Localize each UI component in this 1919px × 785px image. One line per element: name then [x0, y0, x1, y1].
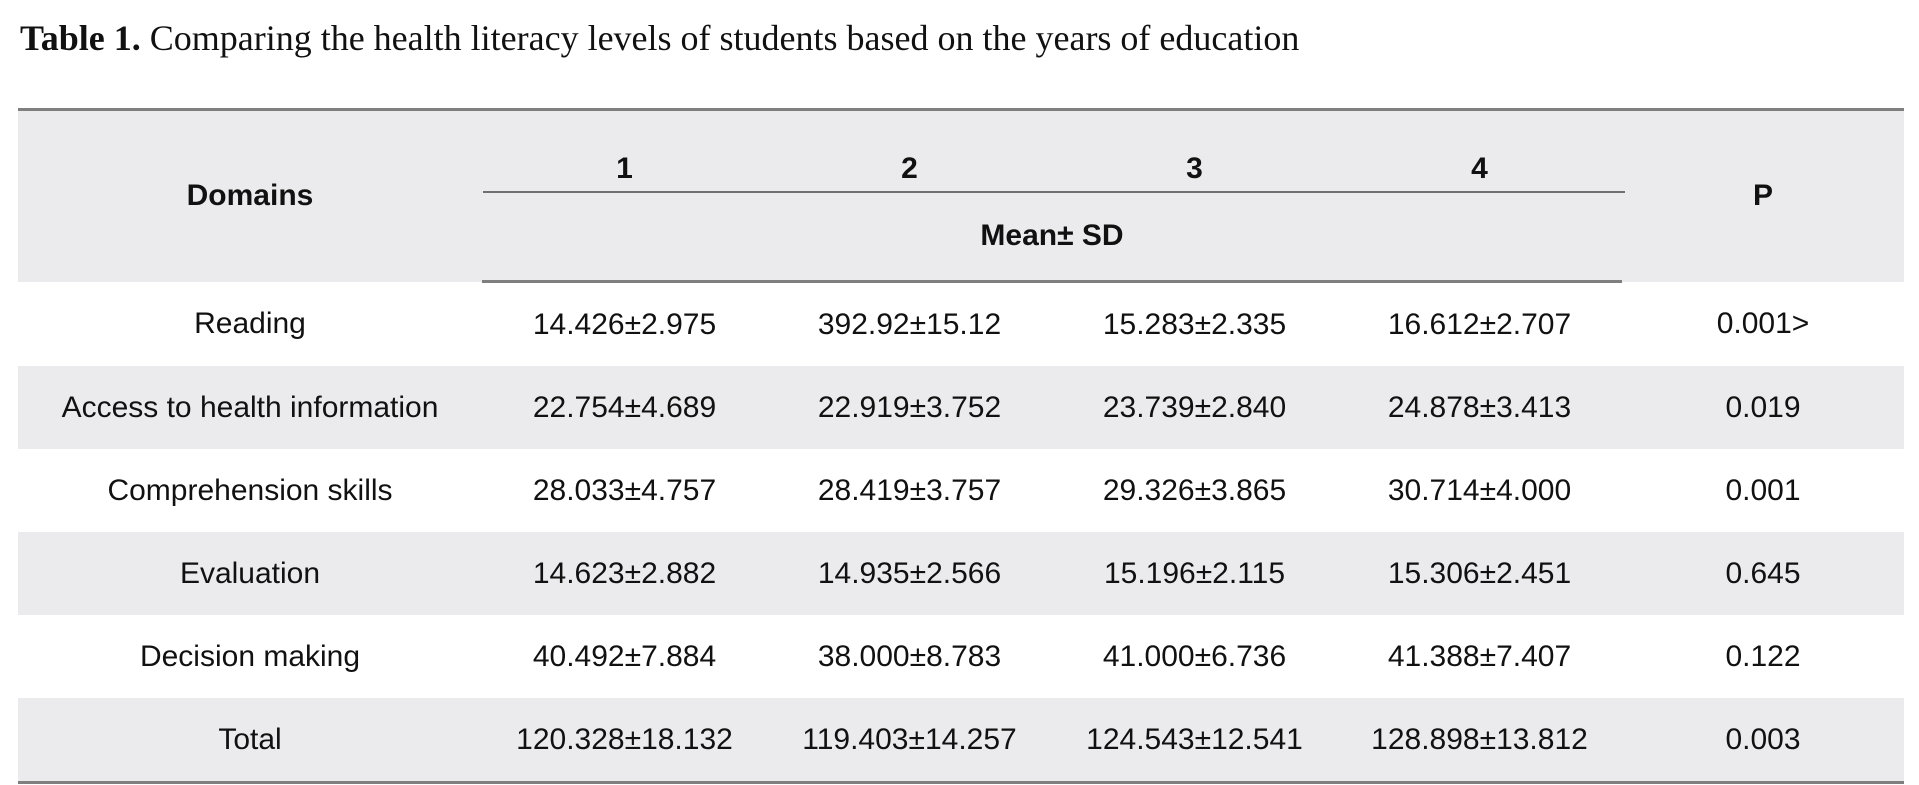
- table-row: [18, 449, 1904, 532]
- table-row: [18, 532, 1904, 615]
- header-p: P: [1622, 110, 1904, 282]
- p-value-cell: 0.003: [1622, 698, 1904, 783]
- value-cell-year-3: 29.326±3.865: [1102, 473, 1287, 507]
- domain-cell: Access to health information: [18, 366, 482, 449]
- health-literacy-table: [18, 108, 1904, 784]
- table-container: [18, 108, 1904, 784]
- table-row: [18, 698, 1904, 783]
- table-row: [18, 282, 1904, 367]
- header-row-years: [18, 110, 1904, 198]
- value-cell-year-3: 15.196±2.115: [1052, 532, 1337, 615]
- value-cell-year-4: 24.878±3.413: [1337, 366, 1622, 449]
- domain-cell: Evaluation: [18, 532, 482, 615]
- value-cell-year-1: 14.426±2.975: [532, 307, 717, 341]
- header-domains: Domains: [18, 110, 482, 282]
- domain-cell: Decision making: [139, 639, 361, 673]
- value-cell-year-1: 40.492±7.884: [532, 639, 717, 673]
- p-value-cell: 0.019: [1622, 366, 1904, 449]
- table-header: [18, 110, 1904, 282]
- value-cell-year-2: 38.000±8.783: [817, 639, 1002, 673]
- value-cell-year-2: 28.419±3.757: [817, 473, 1002, 507]
- value-cell-year-4: 16.612±2.707: [1387, 307, 1572, 341]
- p-value-cell: 0.122: [1725, 639, 1801, 673]
- value-cell-year-3: 15.283±2.335: [1102, 307, 1287, 341]
- table-row: [18, 615, 1904, 698]
- domain-cell: Comprehension skills: [107, 473, 393, 507]
- header-year-1: 1: [482, 110, 767, 198]
- p-value-cell: 0.001: [1725, 473, 1801, 507]
- value-cell-year-2: 14.935±2.566: [767, 532, 1052, 615]
- domain-cell: Reading: [194, 306, 306, 340]
- p-value-cell: 0.001>: [1716, 306, 1810, 340]
- value-cell-year-3: 41.000±6.736: [1102, 639, 1287, 673]
- table-caption: [20, 14, 1299, 62]
- value-cell-year-3: 124.543±12.541: [1052, 698, 1337, 783]
- value-cell-year-2: 119.403±14.257: [767, 698, 1052, 783]
- caption-text: Comparing the health literacy levels of students based on the years of education: [140, 18, 1300, 58]
- value-cell-year-1: 14.623±2.882: [482, 532, 767, 615]
- value-cell-year-1: 120.328±18.132: [482, 698, 767, 783]
- value-cell-year-3: 23.739±2.840: [1052, 366, 1337, 449]
- header-year-3: 3: [1052, 110, 1337, 198]
- header-year-2: 2: [767, 110, 1052, 198]
- value-cell-year-4: 128.898±13.812: [1337, 698, 1622, 783]
- value-cell-year-2: 392.92±15.12: [817, 307, 1002, 341]
- header-mean-sd: Mean± SD: [482, 198, 1622, 282]
- caption-label: Table 1.: [20, 18, 141, 58]
- value-cell-year-4: 30.714±4.000: [1387, 473, 1572, 507]
- table-body: [18, 282, 1904, 783]
- header-year-4: 4: [1337, 110, 1622, 198]
- p-value-cell: 0.645: [1622, 532, 1904, 615]
- value-cell-year-2: 22.919±3.752: [767, 366, 1052, 449]
- value-cell-year-4: 15.306±2.451: [1337, 532, 1622, 615]
- table-row: [18, 366, 1904, 449]
- year-header-divider: [483, 191, 1625, 193]
- value-cell-year-1: 28.033±4.757: [532, 473, 717, 507]
- value-cell-year-4: 41.388±7.407: [1387, 639, 1572, 673]
- domain-cell: Total: [18, 698, 482, 783]
- value-cell-year-1: 22.754±4.689: [482, 366, 767, 449]
